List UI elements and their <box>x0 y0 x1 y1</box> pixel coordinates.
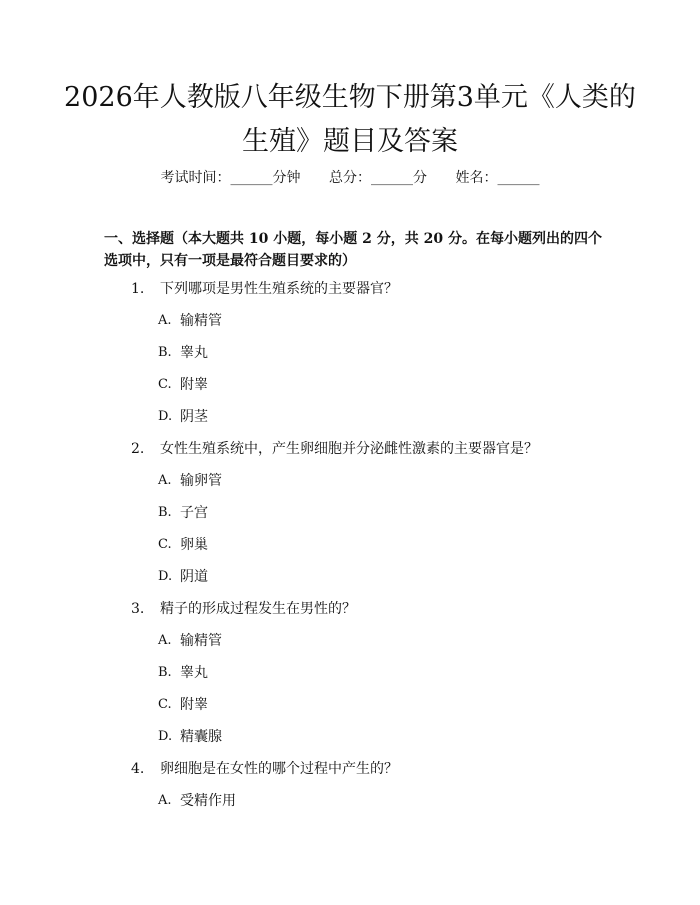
option-text: 子宫 <box>180 505 208 521</box>
question-4 <box>0 758 700 822</box>
total-score-blank: ______ <box>371 170 413 186</box>
option-letter: C. <box>158 377 172 392</box>
option-letter: B. <box>158 505 172 520</box>
student-name-field <box>455 168 539 188</box>
document-title: 2026年人教版八年级生物下册第3单元《人类的生殖》题目及答案 <box>64 82 636 157</box>
option-text: 睾丸 <box>180 345 208 361</box>
option-b <box>0 342 700 374</box>
question-stem <box>0 278 700 310</box>
option-d <box>0 566 700 598</box>
option-c <box>0 694 700 726</box>
option-text: 阴道 <box>180 569 208 585</box>
option-text: 受精作用 <box>180 793 236 809</box>
question-3 <box>0 598 700 758</box>
option-b <box>0 662 700 694</box>
question-number: 3. <box>131 601 145 617</box>
option-text: 输精管 <box>180 633 222 649</box>
question-stem <box>0 598 700 630</box>
option-a <box>0 470 700 502</box>
exam-time-field <box>161 168 301 188</box>
option-c <box>0 534 700 566</box>
exam-time-unit: 分钟 <box>272 170 301 186</box>
question-text: 卵细胞是在女性的哪个过程中产生的？ <box>160 761 398 777</box>
question-stem <box>0 438 700 470</box>
option-letter: A. <box>158 313 172 328</box>
option-letter: C. <box>158 537 172 552</box>
option-a <box>0 630 700 662</box>
question-list <box>0 278 700 822</box>
total-score-field <box>329 168 427 188</box>
option-a <box>0 310 700 342</box>
option-text: 输卵管 <box>180 473 222 489</box>
option-text: 附睾 <box>180 377 208 393</box>
option-text: 精囊腺 <box>180 729 222 745</box>
question-stem <box>0 758 700 790</box>
option-letter: D. <box>158 569 173 584</box>
question-text: 下列哪项是男性生殖系统的主要器官？ <box>160 281 398 297</box>
option-letter: B. <box>158 345 172 360</box>
option-letter: B. <box>158 665 172 680</box>
exam-time-label: 考试时间： <box>160 170 231 186</box>
question-1 <box>0 278 700 438</box>
question-text: 女性生殖系统中，产生卵细胞并分泌雌性激素的主要器官是？ <box>160 441 538 457</box>
total-score-unit: 分 <box>413 170 427 186</box>
option-a <box>0 790 700 822</box>
option-letter: D. <box>158 729 173 744</box>
option-letter: A. <box>158 793 172 808</box>
option-text: 附睾 <box>180 697 208 713</box>
question-number: 4. <box>131 761 145 777</box>
option-text: 睾丸 <box>180 665 208 681</box>
option-b <box>0 502 700 534</box>
option-letter: D. <box>158 409 173 424</box>
option-text: 卵巢 <box>180 537 208 553</box>
student-name-blank: ______ <box>497 170 540 186</box>
total-score-label: 总分： <box>329 170 371 186</box>
question-number: 1. <box>131 281 145 297</box>
question-2 <box>0 438 700 598</box>
option-d <box>0 726 700 758</box>
exam-info-line <box>0 168 700 188</box>
option-letter: A. <box>158 473 172 488</box>
question-text: 精子的形成过程发生在男性的？ <box>160 601 356 617</box>
option-letter: A. <box>158 633 172 648</box>
section-heading: 一、选择题（本大题共 10 小题，每小题 2 分，共 20 分。在每小题列出的四个选项中，只有一项是最符合题目要求的） <box>104 231 602 269</box>
question-number: 2. <box>131 441 145 457</box>
option-d <box>0 406 700 438</box>
option-c <box>0 374 700 406</box>
student-name-label: 姓名： <box>455 170 498 186</box>
option-text: 阴茎 <box>180 409 208 425</box>
option-text: 输精管 <box>180 313 222 329</box>
option-letter: C. <box>158 697 172 712</box>
exam-time-blank: ______ <box>230 170 273 186</box>
